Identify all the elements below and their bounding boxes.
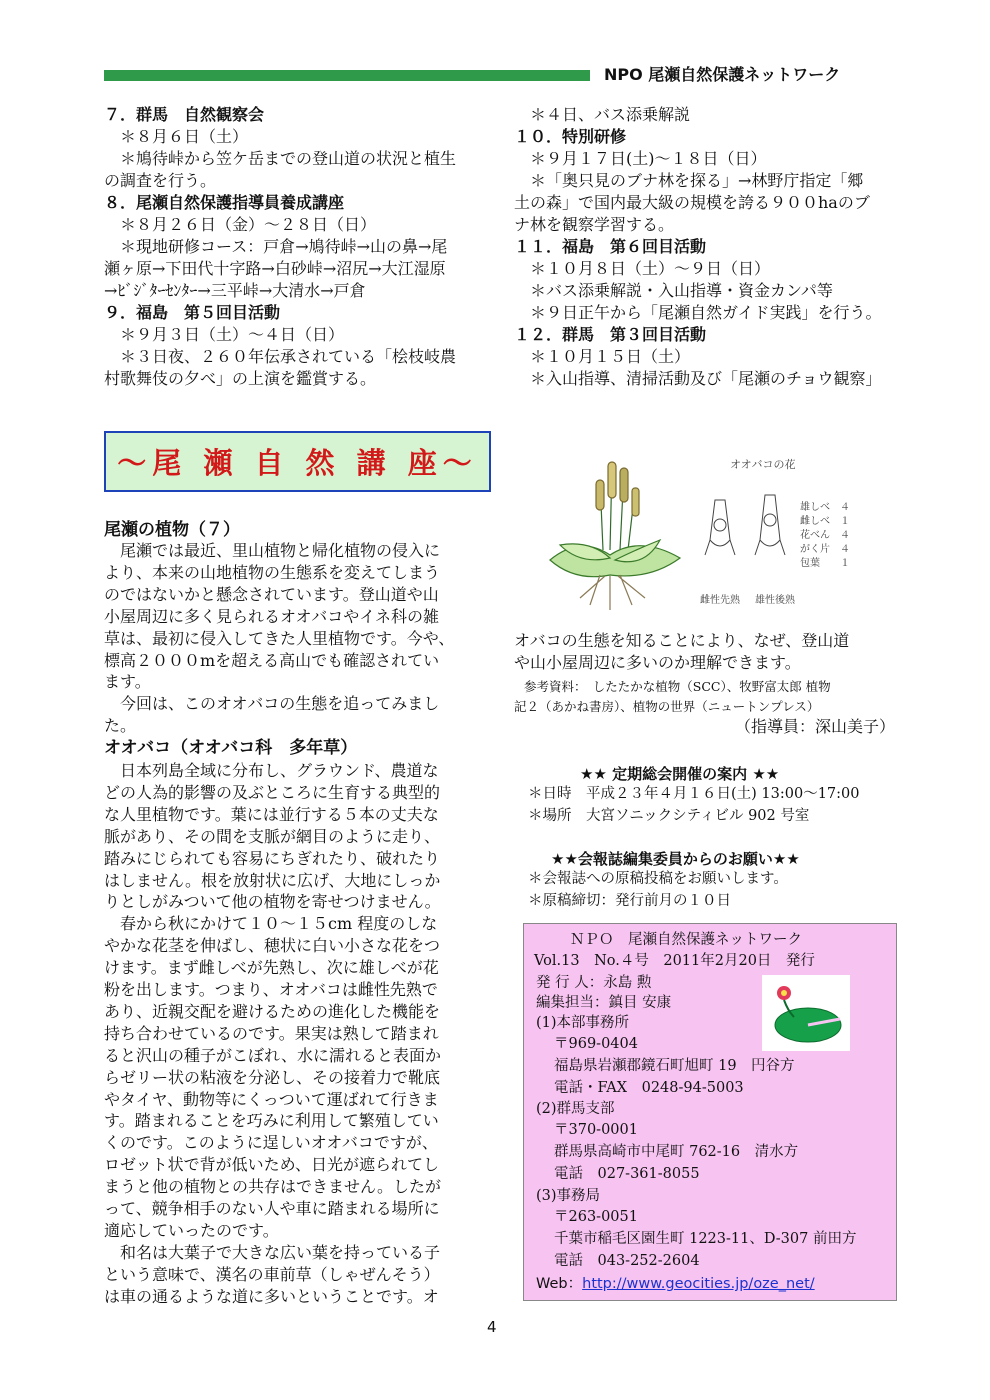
office-phone: 電話 043-252-2604 [554, 1253, 700, 1269]
article-continued-1: オバコの生態を知ることにより、なぜ、登山道 [514, 631, 850, 650]
figure-label: 包葉 １ [800, 558, 850, 569]
plantain-illustration [540, 440, 890, 620]
figure-caption: 雌性先熟 [700, 595, 740, 606]
lily-pad-logo [762, 975, 850, 1051]
text-line: ＊バス添乗解説・入山指導・資金カンパ等 [514, 281, 833, 300]
text-line: 踏みにじられても容易にちぎれたり、破れたり [104, 848, 441, 868]
text-line: ＊４日、バス添乗解説 [514, 105, 691, 124]
office-label: (3)事務局 [536, 1188, 601, 1204]
text-line: 村歌舞伎の夕べ」の上演を鑑賞する。 [104, 369, 377, 388]
text-line: りとしがみついて他の植物を寄せつけません。 [104, 892, 441, 912]
figure-label: 花べん ４ [800, 530, 850, 541]
text-line: 小屋周辺に多く見られるオオバコやイネ科の雑 [104, 606, 440, 626]
text-line: ＊１０月８日（土）～９日（日） [514, 259, 771, 278]
reference-line-1: 参考資料： したたかな植物（SCC）、牧野富太郎 植物 [524, 679, 831, 694]
gunma-address: 群馬県高崎市中尾町 762-16 清水方 [554, 1144, 799, 1160]
text-line: まうと他の植物との共存はできません。したが [104, 1177, 441, 1197]
text-line: ＊「奥只見のブナ林を探る」→林野庁指定「郷 [514, 171, 864, 190]
banner-title: ～尾 瀬 自 然 講 座～ [117, 446, 478, 480]
article-subheading: オオバコ（オオバコ科 多年草） [104, 738, 358, 758]
reference-line-2: 記２（あかね書房）、植物の世界（ニュートンプレス） [514, 699, 820, 714]
hq-address: 福島県岩瀬郡鏡石町旭町 19 円谷方 [554, 1058, 795, 1074]
text-line: はしません。根を放射状に広げ、大地にしっか [104, 870, 441, 890]
text-line: →ﾋﾞｼﾞﾀｰｾﾝﾀｰ→三平峠→大清水→戸倉 [104, 281, 366, 300]
figure-label: 雌しべ １ [800, 516, 850, 527]
text-line: は車の通るような道に多いということです。オ [104, 1286, 439, 1306]
text-line: ＊鳩待峠から笠ケ岳までの登山道の状況と植生 [104, 149, 457, 168]
text-line: ＊９月１７日(土)～１８日（日） [514, 149, 767, 168]
hq-phone: 電話・FAX 0248-94-5003 [554, 1080, 744, 1096]
infobox-editor: 編集担当：鎮目 安康 [536, 995, 672, 1011]
header-org-name: NPO 尾瀬自然保護ネットワーク [604, 65, 841, 84]
figure-label: がく片 ４ [800, 544, 850, 555]
text-line: 和名は大葉子で大きな広い葉を持っている子 [104, 1242, 441, 1262]
text-line: ＊８月６日（土） [104, 127, 249, 146]
article-heading: 尾瀬の植物（７） [104, 520, 240, 540]
flower-diagrams [705, 495, 785, 555]
gunma-label: (2)群馬支部 [536, 1101, 615, 1117]
text-line: のではないかと懸念されています。登山道や山 [104, 584, 439, 604]
text-line: 草は、最初に侵入してきた人里植物です。今や、 [104, 628, 455, 648]
text-line: 適応していったのです。 [104, 1220, 279, 1240]
figure-label: 雄しべ ４ [800, 502, 850, 513]
text-line: ます。 [104, 672, 151, 692]
schedule-heading: ９．福島 第５回目活動 [104, 303, 281, 322]
text-line: やタイヤ、動物等にくっついて運ばれて行きま [104, 1089, 439, 1109]
meeting-place: ＊場所 大宮ソニックシティビル 902 号室 [528, 808, 810, 824]
schedule-heading: ７．群馬 自然観察会 [104, 105, 265, 124]
request-line-1: ＊会報誌への原稿投稿をお願いします。 [528, 871, 788, 887]
text-line: 標高２０００mを超える高山でも確認されてい [104, 650, 440, 670]
gunma-zip: 〒370-0001 [554, 1122, 638, 1138]
text-line: あり、近親交配を避けるための進化した機能を [104, 1001, 441, 1021]
text-line: ナ林を観察学習する。 [514, 215, 675, 234]
text-line: ると沢山の種子がこぼれ、水に濡れると表面か [104, 1045, 441, 1065]
text-line: ＊９月３日（土）～４日（日） [104, 325, 345, 344]
article-continued-2: や山小屋周辺に多いのか理解できます。 [514, 653, 801, 672]
meeting-date: ＊日時 平成２３年４月１６日(土) 13:00～17:00 [528, 786, 860, 802]
text-line: ＊９日正午から「尾瀬自然ガイド実践」を行う。 [514, 303, 882, 322]
text-line: ＊８月２６日（金）～２８日（日） [104, 215, 377, 234]
text-line: どの人為的影響の及ぶところに生育する典型的 [104, 782, 441, 802]
text-line: ＊現地研修コース：戸倉→鳩待峠→山の鼻→尾 [104, 237, 448, 256]
office-zip: 〒263-0051 [554, 1209, 638, 1225]
instructor-credit: （指導員：深山美子） [735, 717, 896, 736]
infobox-title: ＮＰＯ 尾瀬自然保護ネットワーク [570, 932, 802, 948]
text-line: より、本来の山地植物の生態系を変えてしまう [104, 562, 441, 582]
text-line: の調査を行う。 [104, 171, 217, 190]
gunma-phone: 電話 027-361-8055 [554, 1166, 700, 1182]
hq-label: (1)本部事務所 [536, 1015, 630, 1031]
web-label: Web： [536, 1276, 583, 1292]
text-line: 土の森」で国内最大級の規模を誇る９００haのブ [514, 193, 870, 212]
text-line: らゼリー状の粘液を分泌し、その接着力で靴底 [104, 1067, 441, 1087]
page-number: 4 [487, 1318, 497, 1336]
infobox-publisher: 発 行 人：永島 勲 [536, 975, 652, 991]
text-line: ＊１０月１５日（土） [514, 347, 691, 366]
header-rule [104, 70, 590, 81]
text-line: ＊入山指導、清掃活動及び「尾瀬のチョウ観察」 [514, 369, 882, 388]
text-line: ロゼット状で背が低いため、日光が遮られてし [104, 1155, 440, 1175]
text-line: ＊３日夜、２６０年伝承されている「桧枝岐農 [104, 347, 457, 366]
figure-title: オオバコの花 [730, 459, 796, 471]
schedule-heading: ８．尾瀬自然保護指導員養成講座 [104, 193, 345, 212]
schedule-heading: １０．特別研修 [514, 127, 627, 146]
text-line: す。踏まれることを巧みに利用して繁殖してい [104, 1111, 439, 1131]
meeting-title: ★★ 定期総会開催の案内 ★★ [580, 765, 780, 783]
schedule-heading: １１．福島 第６回目活動 [514, 237, 707, 256]
schedule-heading: １２．群馬 第３回目活動 [514, 325, 707, 344]
hq-zip: 〒969-0404 [554, 1036, 638, 1052]
text-line: くのです。このように逞しいオオバコですが、 [104, 1133, 438, 1153]
request-line-2: ＊原稿締切：発行前月の１０日 [528, 893, 731, 909]
infobox-volume: Vol.13 No.４号 2011年2月20日 発行 [534, 953, 815, 969]
text-line: 尾瀬では最近、里山植物と帰化植物の侵入に [104, 541, 441, 560]
request-title: ★★会報誌編集委員からのお願い★★ [551, 850, 800, 868]
section-banner [104, 431, 491, 492]
figure-caption: 雄性後熟 [755, 595, 795, 606]
text-line: って、競争相手のない人や車に踏まれる場所に [104, 1199, 440, 1218]
web-link[interactable]: http://www.geocities.jp/oze_net/ [582, 1276, 815, 1292]
text-line: 春から秋にかけて１０～１５cm 程度のしな [104, 914, 438, 934]
text-line: 日本列島全域に分布し、グラウンド、農道な [104, 761, 439, 780]
plant-drawing [550, 462, 680, 610]
text-line: 持ち合わせているのです。果実は熟して踏まれ [104, 1023, 439, 1043]
text-line: た。 [104, 716, 137, 736]
text-line: 脈があり、その間を支脈が網目のように走り、 [104, 826, 441, 846]
text-line: 粉を出します。つまり、オオバコは雌性先熟で [104, 980, 438, 999]
text-line: けます。まず雌しべが先熟し、次に雄しべが花 [104, 958, 439, 978]
text-line: という意味で、漢名の車前草（しゃぜんそう） [104, 1264, 440, 1284]
text-line: 今回は、このオオバコの生態を追ってみまし [104, 694, 440, 714]
text-line: な人里植物です。葉には並行する５本の丈夫な [104, 804, 439, 824]
text-line: やかな花茎を伸ばし、穂状に白い小さな花をつ [104, 936, 441, 956]
text-line: 瀬ヶ原→下田代十字路→白砂峠→沼尻→大江湿原 [104, 259, 446, 278]
office-address: 千葉市稲毛区園生町 1223-11、D-307 前田方 [554, 1231, 857, 1247]
